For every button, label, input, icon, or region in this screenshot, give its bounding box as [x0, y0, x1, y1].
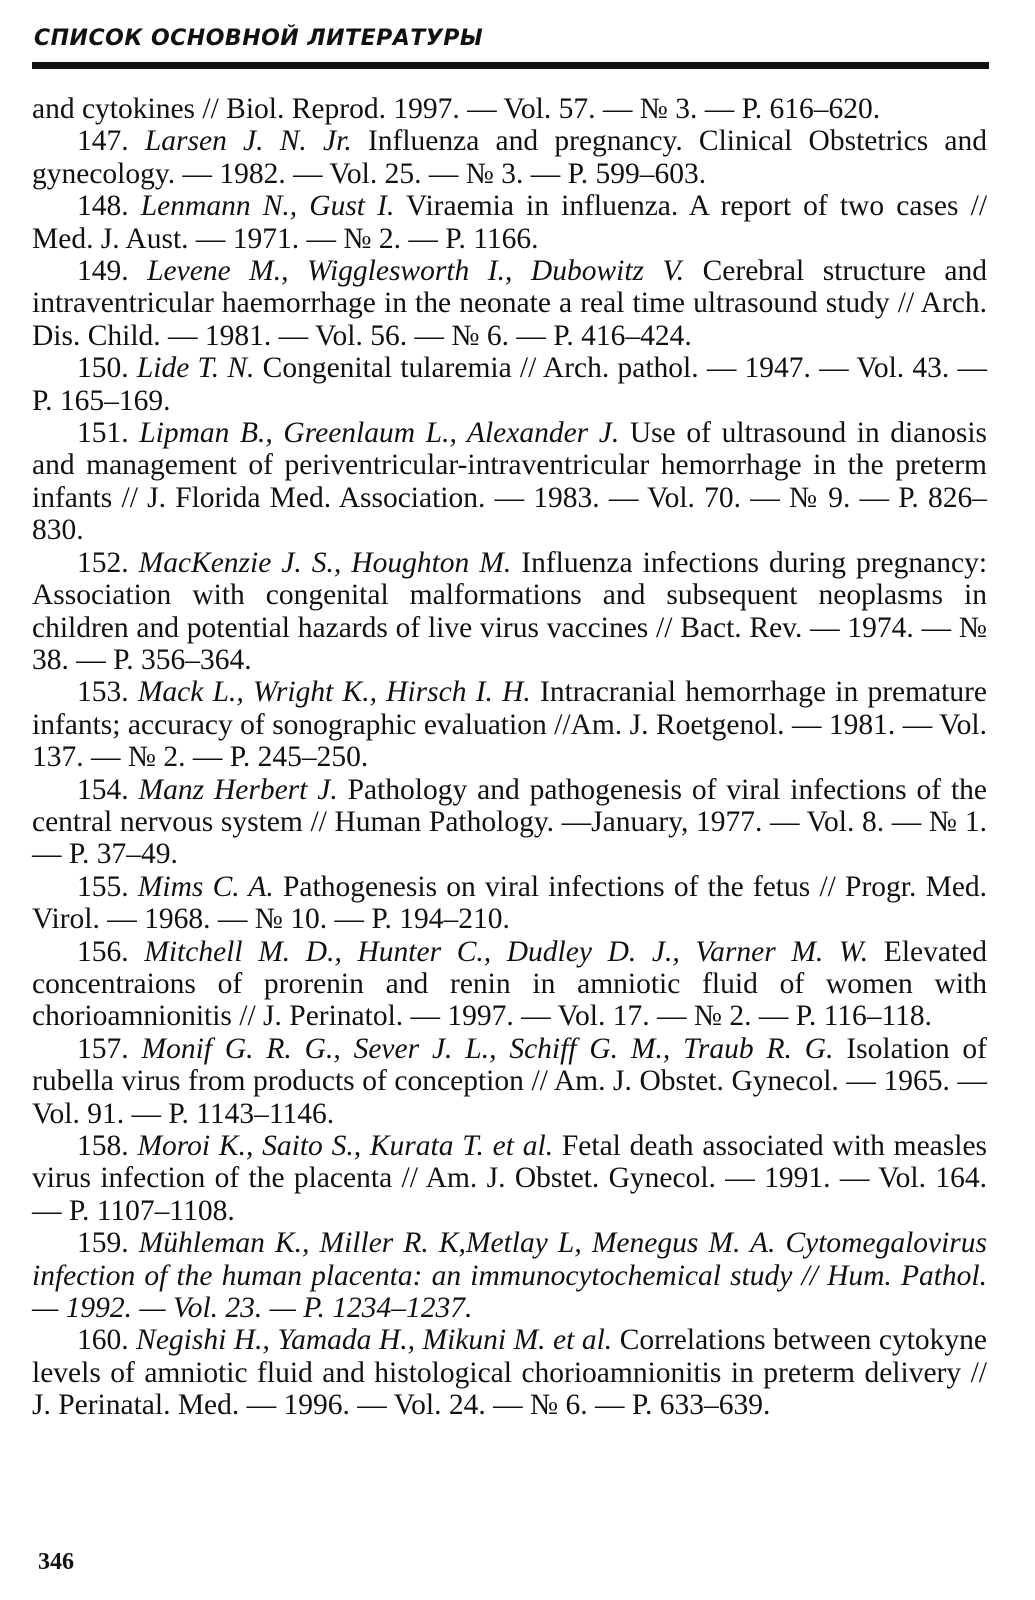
reference-149 — [32, 255, 987, 352]
reference-authors: Lipman B., Greenlaum L., Alexander J. — [139, 417, 620, 450]
reference-text: Viraemia in influenza. A report of two cases // Med. J. Aust. — 1971. — № 2. — P. 1166. — [32, 190, 988, 255]
reference-text: Influenza and pregnancy. Clinical Obstetrics and gynecology. — 1982. — Vol. 25. — № 3. — P. 599–603. — [32, 125, 987, 190]
reference-authors: Moroi K., Saito S., Kurata T. et al. — [137, 1130, 554, 1162]
reference-text: Fetal death associated with measles virus infection of the placenta // Am. J. Obstet. Gynecol. — 1991. — Vol. 164. — P. 1107–1108. — [32, 1130, 988, 1227]
reference-147 — [32, 125, 987, 190]
header-rule — [32, 62, 989, 69]
reference-authors: Monif G. R. G., Sever J. L., Schiff G. M., Traub R. G. — [141, 1032, 834, 1065]
reference-number: 155. — [77, 870, 129, 903]
reference-number: 157. — [77, 1032, 129, 1065]
reference-number: 152. — [77, 546, 129, 579]
reference-number: 149. — [77, 255, 129, 288]
reference-number: 147. — [77, 125, 129, 158]
reference-158 — [32, 1130, 987, 1227]
reference-number: 156. — [77, 935, 129, 968]
reference-151 — [32, 417, 987, 547]
reference-number: 158. — [77, 1130, 129, 1162]
reference-number: 160. — [77, 1324, 129, 1357]
reference-text: Elevated concentraions of prorenin and renin in amniotic fluid of women with chorioamnionitis // J. Perinatol. — 1997. — Vol. 17. — № 2. — P. 116–118. — [32, 935, 987, 1033]
reference-authors: Negishi H., Yamada H., Mikuni M. et al. — [136, 1324, 613, 1357]
reference-number: 148. — [77, 190, 129, 223]
reference-authors: Larsen J. N. Jr. — [144, 125, 352, 158]
reference-text: Pathology and pathogenesis of viral infections of the central nervous system // Human Pathology. —January, 1977. — Vol. 8. — № 1. — P. 37–49. — [32, 773, 988, 871]
reference-authors: Mims C. A. — [137, 870, 274, 903]
reference-authors: Lenmann N., Gust I. — [140, 190, 395, 223]
reference-148 — [32, 190, 987, 255]
reference-text: Pathogenesis on viral infections of the fetus // Progr. Med. Virol. — 1968. — № 10. — P. 194–210. — [32, 870, 988, 936]
reference-number: 151. — [77, 417, 129, 450]
reference-authors: Lide T. N. — [136, 352, 255, 385]
reference-text: Isolation of rubella virus from products of conception // Am. J. Obstet. Gynecol. — 1965. — Vol. 91. — P. 1143–1146. — [32, 1032, 988, 1130]
running-title: СПИСОК ОСНОВНОЙ ЛИТЕРАТУРЫ — [34, 26, 484, 51]
reference-154 — [32, 774, 987, 871]
reference-text: Correlations between cytokyne levels of amniotic fluid and histological chorioamnionitis in preterm delivery // J. Perinatal. Med. — 1996. — Vol. 24. — № 6. — P. 633–639. — [32, 1324, 988, 1422]
reference-number: 154. — [77, 773, 129, 806]
reference-153 — [32, 676, 987, 773]
reference-152 — [32, 547, 987, 677]
reference-text: and cytokines // Biol. Reprod. 1997. — Vol. 57. — № 3. — P. 616–620. — [32, 93, 881, 125]
page-number: 346 — [38, 1549, 74, 1575]
reference-text: Cytomegalovirus infection of the human placenta: an immunocytochemical study // Hum. Pathol. — 1992. — Vol. 23. — P. 1234–1237. — [32, 1227, 988, 1325]
reference-159 — [32, 1227, 987, 1324]
reference-157 — [32, 1033, 987, 1130]
reference-list — [32, 93, 987, 1422]
reference-156 — [32, 936, 987, 1033]
reference-authors: Manz Herbert J. — [138, 773, 338, 806]
reference-text: Use of ultrasound in dianosis and management of periventricular-intraventricular hemorrhage in the preterm infants // J. Florida Med. Association. — 1983. — Vol. 70. — № 9. — P. 826–830. — [32, 417, 988, 547]
reference-authors: MacKenzie J. S., Houghton M. — [138, 546, 512, 579]
reference-text: Intracranial hemorrhage in premature infants; accuracy of sonographic evaluation //Am. J. Roetgenol. — 1981. — Vol. 137. — № 2. — P. 245–250. — [32, 676, 988, 774]
reference-authors: Mack L., Wright K., Hirsch I. H. — [137, 676, 531, 709]
reference-authors: Mitchell M. D., Hunter C., Dudley D. J., Varner M. W. — [144, 935, 869, 968]
reference-text: Congenital tularemia // Arch. pathol. — 1947. — Vol. 43. — P. 165–169. — [32, 352, 988, 417]
reference-authors: Mühleman K., Miller R. K,Metlay L, Menegus M. A. — [138, 1227, 776, 1260]
reference-number: 159. — [77, 1227, 129, 1260]
reference-160 — [32, 1324, 987, 1421]
reference-number: 150. — [77, 352, 129, 385]
reference-text: Influenza infections during pregnancy: Association with congenital malformations and subsequent neoplasms in children and potential hazards of live virus vaccines // Bact. Rev. — 1974. — № 38. — P. 356–364. — [32, 546, 988, 676]
reference-number: 153. — [77, 676, 129, 709]
reference-155 — [32, 871, 987, 936]
reference-authors: Levene M., Wigglesworth I., Dubowitz V. — [147, 255, 685, 288]
reference-150 — [32, 352, 987, 417]
reference-text: Cerebral structure and intraventricular haemorrhage in the neonate a real time ultrasound study // Arch. Dis. Child. — 1981. — Vol. 56. — № 6. — P. 416–424. — [32, 255, 988, 352]
reference-146-continuation — [32, 93, 987, 125]
